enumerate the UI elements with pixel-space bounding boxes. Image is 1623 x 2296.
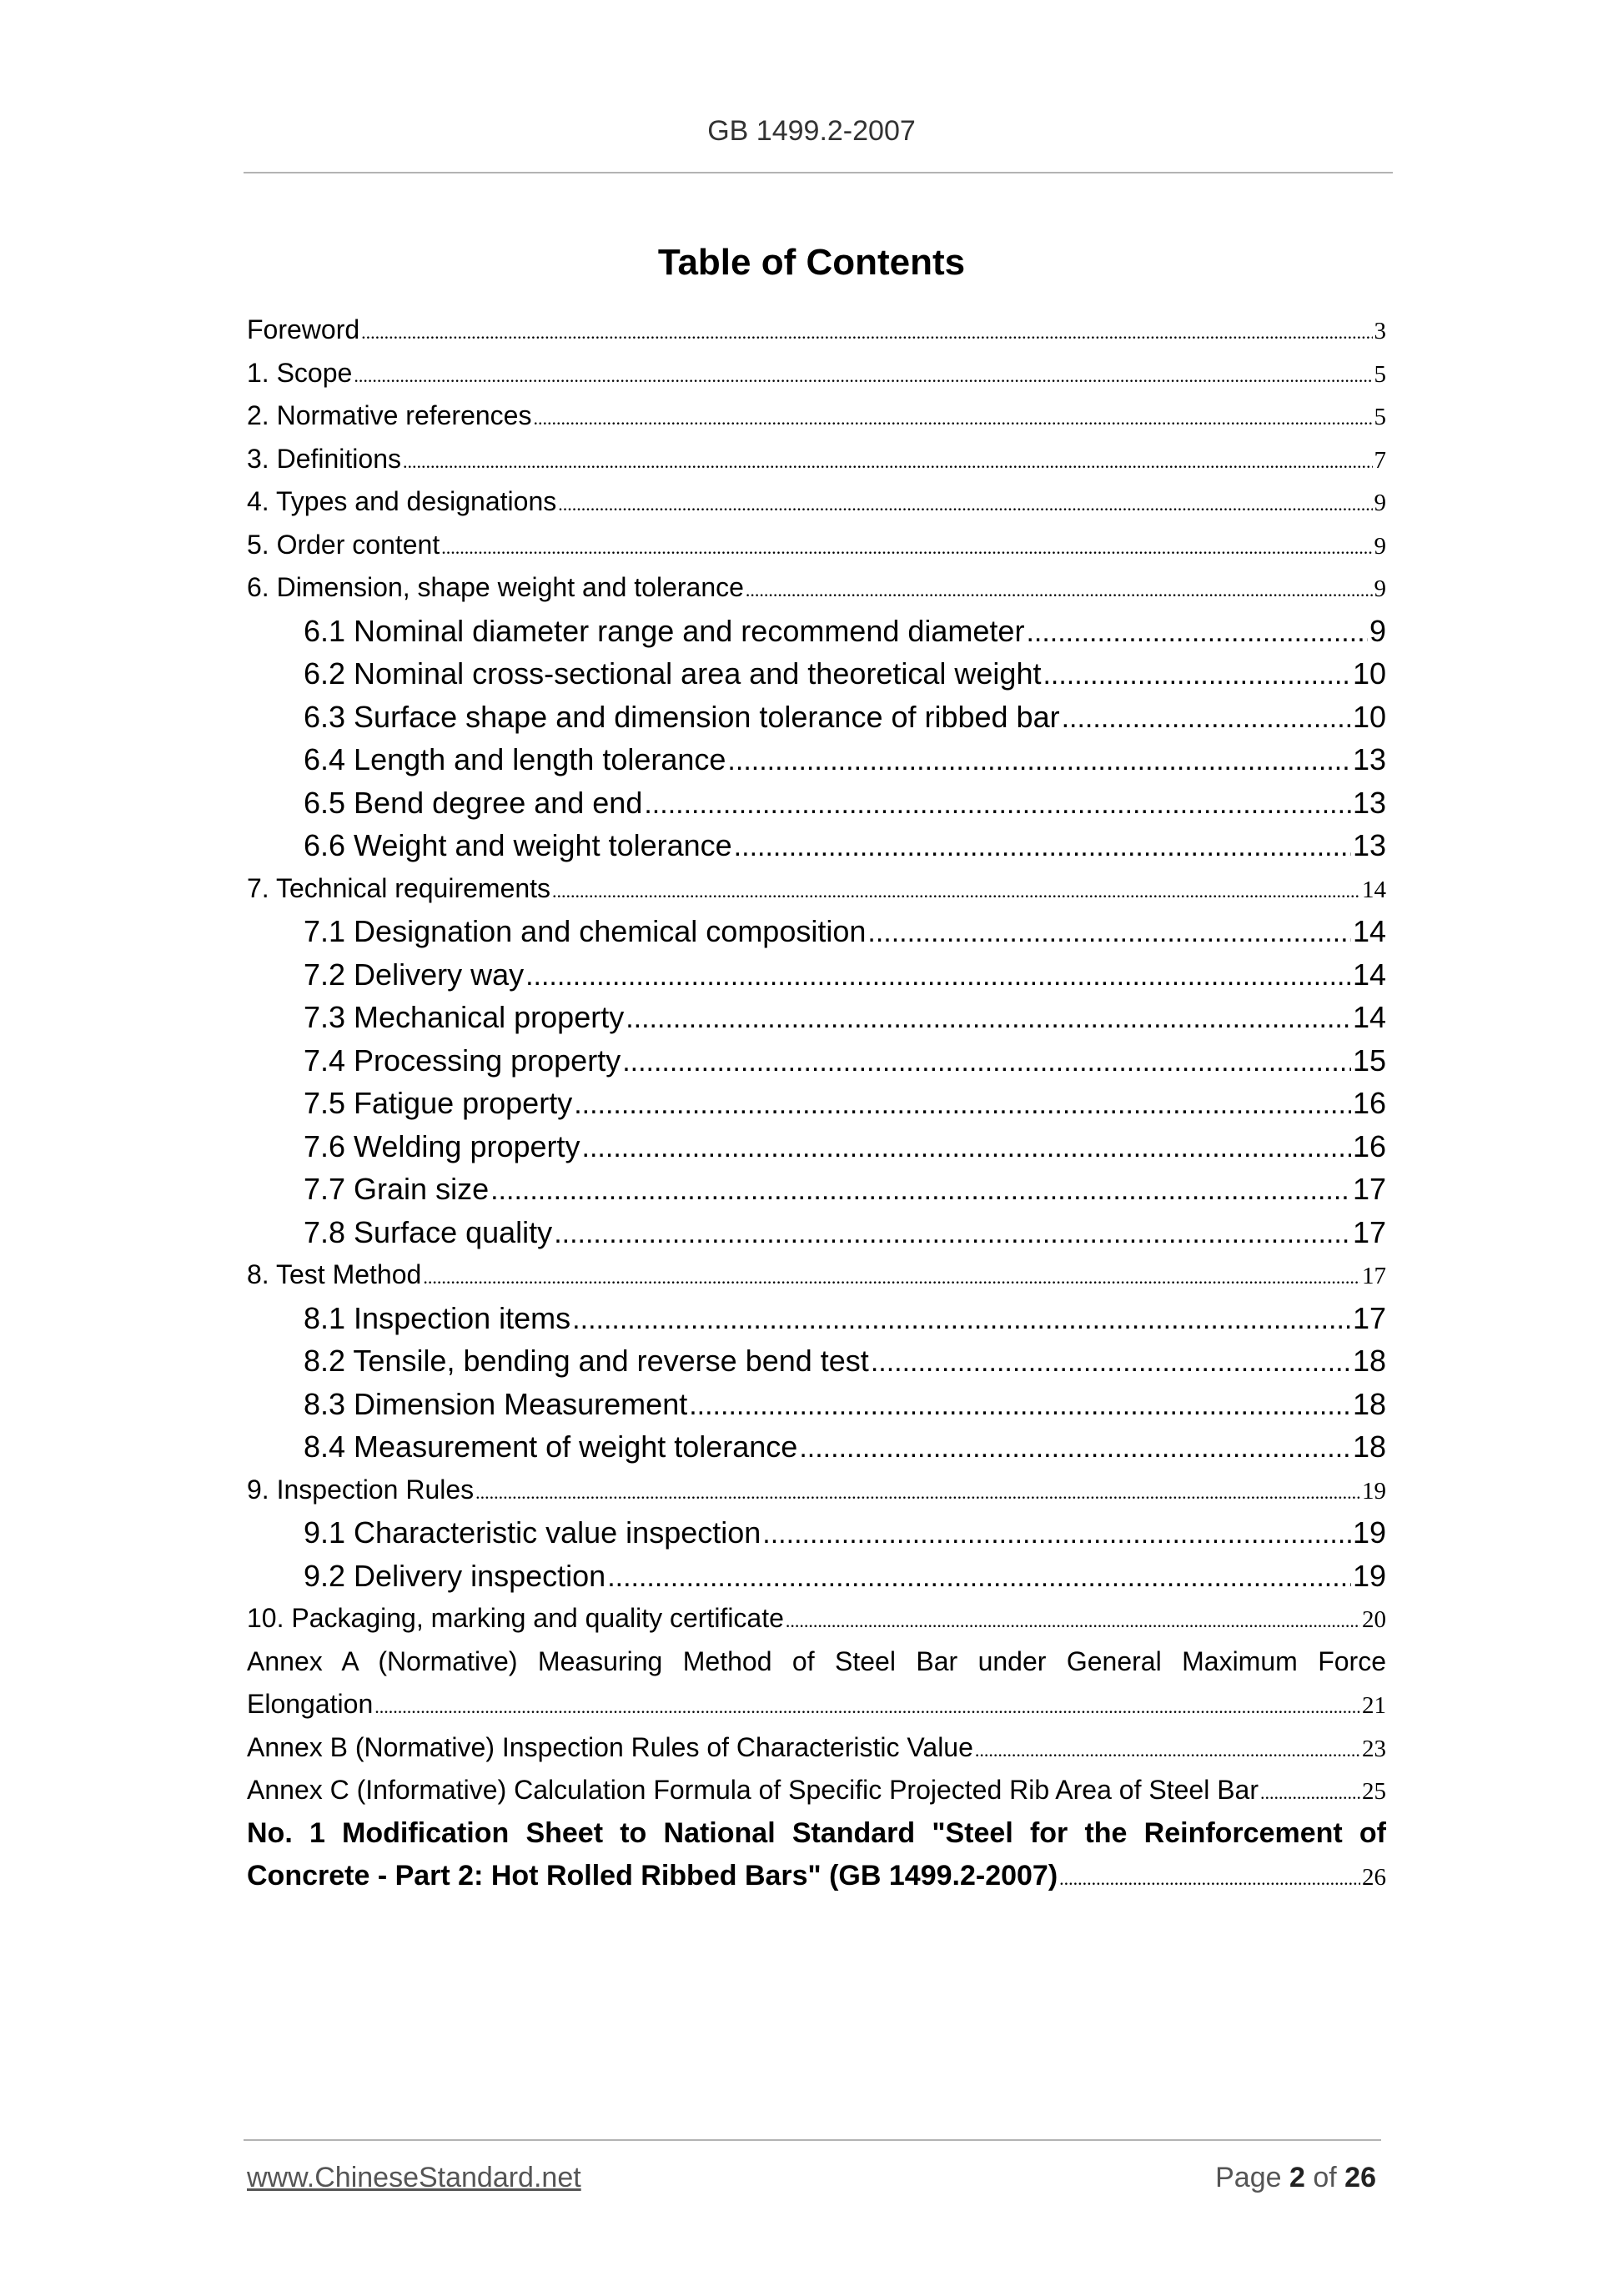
toc-title: Table of Contents: [657, 242, 966, 283]
toc-leader-dots: [475, 1471, 1360, 1515]
toc-entry[interactable]: [247, 394, 1386, 438]
toc-leader-dots: [867, 912, 1351, 955]
toc-entry-title: 7.6 Welding property: [304, 1128, 580, 1163]
toc-entry-title: Annex C (Informative) Calculation Formula of Specific Projected Rib Area of Steel Bar: [247, 1775, 1259, 1805]
toc-entry-title: 10. Packaging, marking and quality certificate: [247, 1603, 784, 1633]
toc-entry-page: 16: [1352, 1086, 1386, 1120]
toc-entry-modification-line1: No. 1 Modification Sheet to National Standard "Steel for the Reinforcement of: [247, 1816, 1386, 1849]
header-divider: [244, 172, 1393, 173]
toc-entry[interactable]: [247, 352, 1386, 395]
toc-leader-dots: [1062, 697, 1351, 741]
toc-entry-page: 18: [1352, 1429, 1386, 1464]
toc-entry[interactable]: [247, 1254, 1386, 1297]
toc-entry[interactable]: [247, 1511, 1386, 1555]
toc-entry[interactable]: [247, 1425, 1386, 1469]
toc-entry-page: 5: [1374, 404, 1386, 430]
toc-entry-page: 13: [1352, 742, 1386, 776]
toc-entry-title: 7.4 Processing property: [304, 1042, 621, 1078]
toc-entry[interactable]: [247, 1597, 1386, 1640]
toc-entry-page: 23: [1362, 1735, 1386, 1762]
toc-entry[interactable]: [247, 524, 1386, 567]
toc-entry-page: 9: [1369, 613, 1386, 648]
toc-entry[interactable]: [247, 1383, 1386, 1426]
toc-entry-page: 5: [1374, 360, 1386, 388]
toc-entry-title: 7.2 Delivery way: [304, 957, 525, 992]
toc-leader-dots: [574, 1083, 1351, 1127]
toc-entry-title: Elongation: [247, 1689, 374, 1719]
toc-entry-page: 15: [1352, 1042, 1386, 1078]
toc-leader-dots: [799, 1427, 1351, 1470]
toc-entry[interactable]: [247, 652, 1386, 696]
toc-entry-title: 6.1 Nominal diameter range and recommend diameter: [304, 613, 1025, 648]
toc-entry[interactable]: [247, 867, 1386, 911]
toc-entry-title: Concrete - Part 2: Hot Rolled Ribbed Bars" (GB 1499.2-2007): [247, 1860, 1058, 1892]
toc-leader-dots: [1059, 1857, 1360, 1901]
toc-entry-modification[interactable]: [247, 1812, 1386, 1856]
toc-leader-dots: [423, 1256, 1360, 1299]
toc-entry[interactable]: [247, 910, 1386, 953]
toc-entry-page: 25: [1362, 1778, 1386, 1805]
toc-entry-title: 9.2 Delivery inspection: [304, 1558, 606, 1593]
toc-leader-dots: [786, 1600, 1360, 1643]
toc-leader-dots: [1260, 1771, 1360, 1815]
toc-entry[interactable]: [247, 781, 1386, 825]
toc-entry[interactable]: [247, 1211, 1386, 1254]
toc-leader-dots: [644, 783, 1351, 826]
toc-leader-dots: [582, 1127, 1351, 1170]
toc-entry-page: 17: [1362, 1263, 1386, 1289]
toc-entry-page: 14: [1352, 1000, 1386, 1034]
toc-entry-page: 3: [1374, 318, 1386, 344]
toc-entry-modification-cont[interactable]: [247, 1855, 1386, 1898]
toc-leader-dots: [871, 1341, 1351, 1384]
toc-leader-dots: [525, 955, 1351, 998]
toc-entry-title: 8.2 Tensile, bending and reverse bend test: [304, 1344, 869, 1378]
toc-entry-page: 9: [1374, 490, 1386, 516]
toc-leader-dots: [374, 1686, 1360, 1729]
toc-entry-title: 8. Test Method: [247, 1259, 422, 1289]
toc-entry-page: 18: [1352, 1386, 1386, 1421]
toc-entry[interactable]: [247, 1168, 1386, 1211]
toc-entry-title: 7. Technical requirements: [247, 872, 551, 903]
toc-entry-page: 9: [1374, 575, 1386, 602]
toc-leader-dots: [975, 1729, 1360, 1772]
toc-entry[interactable]: [247, 438, 1386, 481]
toc-entry-page: 10: [1352, 699, 1386, 734]
toc-leader-dots: [746, 569, 1373, 612]
toc-entry[interactable]: [247, 566, 1386, 610]
toc-entry-title: 6.4 Length and length tolerance: [304, 742, 726, 776]
toc-entry-title: Annex B (Normative) Inspection Rules of Characteristic Value: [247, 1731, 973, 1762]
toc-entry-page: 17: [1352, 1172, 1386, 1206]
toc-entry-page: 14: [1352, 914, 1386, 948]
toc-entry-title: 6.3 Surface shape and dimension tolerance of ribbed bar: [304, 699, 1060, 734]
toc-entry-title: 3. Definitions: [247, 443, 401, 474]
toc-leader-dots: [622, 1041, 1351, 1084]
toc-entry-page: 9: [1374, 532, 1386, 560]
toc-entry-page: 16: [1352, 1128, 1386, 1163]
toc-leader-dots: [354, 354, 1372, 398]
toc-entry-annex-c[interactable]: [247, 1769, 1386, 1812]
running-header: GB 1499.2-2007: [707, 115, 916, 147]
toc-leader-dots: [626, 997, 1351, 1041]
toc-leader-dots: [403, 440, 1373, 484]
toc-entry-title: 2. Normative references: [247, 400, 532, 430]
toc-entry-page: 19: [1352, 1515, 1386, 1550]
toc-entry-title: 7.1 Designation and chemical composition: [304, 914, 867, 948]
toc-entry-page: 20: [1362, 1606, 1386, 1633]
toc-entry-annex-a[interactable]: [247, 1640, 1386, 1684]
toc-entry-title: 9. Inspection Rules: [247, 1474, 475, 1505]
toc-entry-page: 26: [1362, 1864, 1386, 1891]
toc-entry-page: 7: [1374, 446, 1386, 474]
toc-leader-dots: [361, 311, 1372, 354]
toc-leader-dots: [727, 740, 1351, 783]
toc-entries: [247, 309, 1386, 1640]
toc-entry-page: 14: [1352, 957, 1386, 992]
toc-entry-page: 19: [1352, 1558, 1386, 1593]
toc-entry-title: 6.6 Weight and weight tolerance: [304, 828, 732, 862]
toc-leader-dots: [572, 1299, 1351, 1342]
toc-entry[interactable]: [247, 1039, 1386, 1083]
toc-leader-dots: [1026, 611, 1368, 655]
toc-leader-dots: [558, 483, 1372, 526]
toc-entry[interactable]: [247, 1339, 1386, 1383]
toc-entry-title: 9.1 Characteristic value inspection: [304, 1515, 761, 1550]
toc-entry[interactable]: [247, 1297, 1386, 1340]
footer-page-number: [1215, 2162, 1376, 2194]
toc-leader-dots: [441, 526, 1372, 570]
toc-entry-title: 1. Scope: [247, 357, 353, 388]
toc-entry-page: 19: [1362, 1477, 1386, 1505]
toc-entry[interactable]: [247, 824, 1386, 867]
footer-page-of: of: [1313, 2162, 1337, 2193]
toc-leader-dots: [552, 870, 1360, 913]
toc-entry-annex-a-cont[interactable]: [247, 1683, 1386, 1726]
toc-leader-dots: [1043, 654, 1350, 697]
toc-entry[interactable]: [247, 610, 1386, 653]
toc-entry-title: 7.7 Grain size: [304, 1172, 490, 1206]
footer-total-pages: 26: [1344, 2162, 1376, 2193]
toc-leader-dots: [533, 397, 1372, 440]
toc-leader-dots: [689, 1384, 1351, 1428]
toc-entry[interactable]: [247, 738, 1386, 781]
toc-entry-page: 14: [1362, 876, 1386, 903]
footer-divider: [244, 2139, 1381, 2141]
toc-entry-title: 8.4 Measurement of weight tolerance: [304, 1429, 798, 1464]
toc-entry[interactable]: [247, 309, 1386, 352]
toc-entry-page: 13: [1352, 828, 1386, 862]
toc-entry[interactable]: [247, 696, 1386, 739]
toc-entry-title: 7.3 Mechanical property: [304, 1000, 625, 1034]
toc-entry[interactable]: [247, 1469, 1386, 1512]
toc-entry-page: 13: [1352, 785, 1386, 820]
toc-leader-dots: [554, 1213, 1351, 1256]
toc-entry-title: 8.1 Inspection items: [304, 1300, 571, 1335]
footer-current-page: 2: [1289, 2162, 1305, 2193]
toc-entry[interactable]: [247, 953, 1386, 997]
toc-entry[interactable]: [247, 996, 1386, 1039]
toc-entry-title: 6. Dimension, shape weight and tolerance: [247, 572, 744, 602]
footer-page-prefix: Page: [1215, 2162, 1282, 2193]
toc-entry-annex-b[interactable]: [247, 1726, 1386, 1770]
toc-entry-title: 6.2 Nominal cross-sectional area and theoretical weight: [304, 656, 1042, 691]
toc-entry-title: 4. Types and designations: [247, 486, 557, 516]
toc-entry[interactable]: [247, 1082, 1386, 1125]
toc-leader-dots: [734, 826, 1351, 869]
toc-entry-title: 6.5 Bend degree and end: [304, 785, 643, 820]
toc-entry-title: 7.5 Fatigue property: [304, 1086, 573, 1120]
toc-entry[interactable]: [247, 1125, 1386, 1168]
toc-entry-page: 10: [1352, 656, 1386, 691]
footer-website-link[interactable]: www.ChineseStandard.net: [247, 2162, 581, 2193]
toc-entry-page: 21: [1362, 1692, 1386, 1719]
toc-entry-page: 17: [1352, 1214, 1386, 1249]
toc-entry-title: Foreword: [247, 314, 360, 344]
toc-leader-dots: [607, 1556, 1351, 1600]
toc-entry-annex-a-line1: Annex A (Normative) Measuring Method of Steel Bar under General Maximum Force: [247, 1645, 1386, 1676]
toc-entry[interactable]: [247, 480, 1386, 524]
toc-entry-title: 8.3 Dimension Measurement: [304, 1386, 688, 1421]
toc-entry-page: 18: [1352, 1344, 1386, 1378]
toc-entry[interactable]: [247, 1555, 1386, 1598]
toc-leader-dots: [490, 1169, 1351, 1213]
toc-entry-page: 17: [1352, 1300, 1386, 1335]
toc-entry-title: 7.8 Surface quality: [304, 1214, 553, 1249]
toc-entry-title: 5. Order content: [247, 529, 440, 560]
toc-leader-dots: [762, 1513, 1351, 1556]
table-of-contents: [247, 309, 1386, 1898]
